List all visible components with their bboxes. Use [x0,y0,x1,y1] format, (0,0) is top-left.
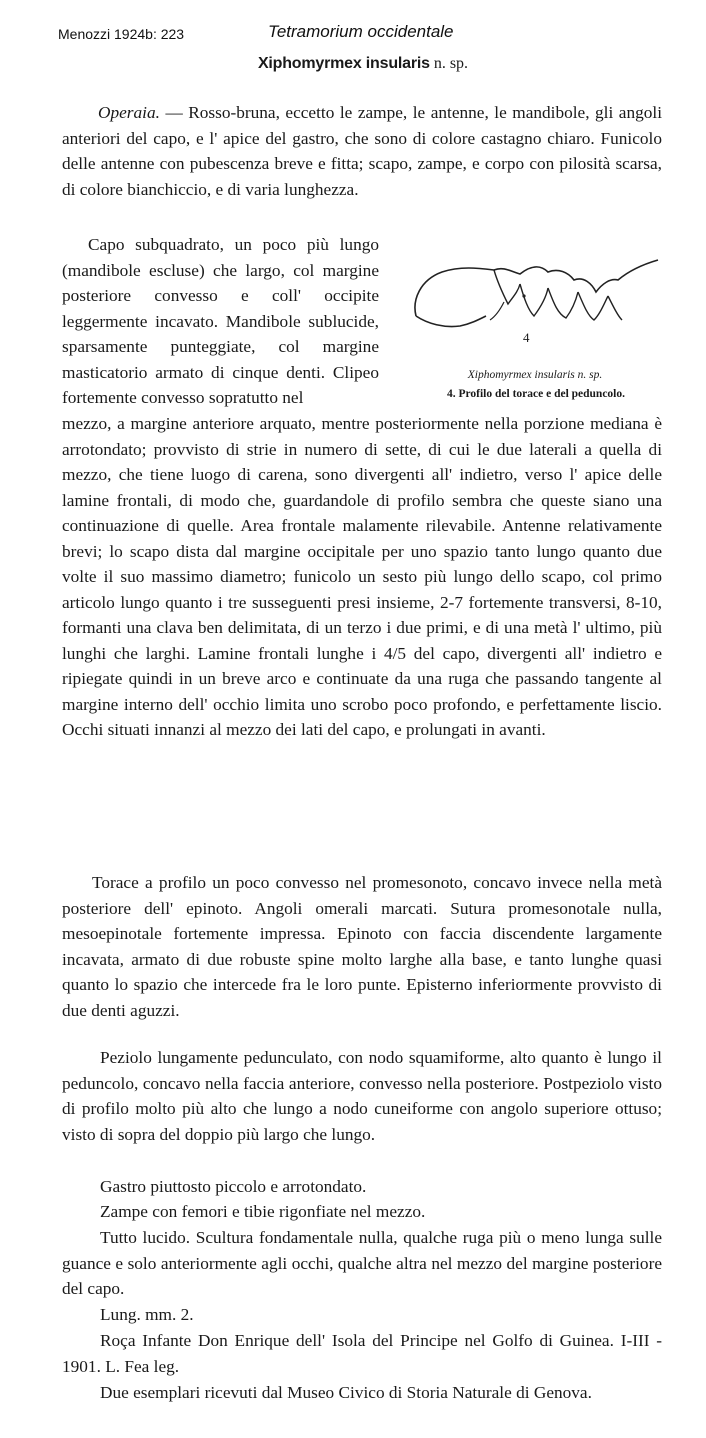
species-title [0,55,706,73]
paragraph-specimens: Due esemplari ricevuti dal Museo Civico di Storia Naturale di Genova. [100,1383,592,1402]
citation-reference: Menozzi 1924b: 223 [58,26,185,42]
paragraph-worker-color [62,100,662,202]
figure-thorax-profile [400,258,670,408]
paragraph-sculpture: Tutto lucido. Scultura fondamentale nulla, qualche ruga più o meno lunga sulle guance e solo anteriormente agli occhi, qualche altra nel mezzo del margine posteriore del capo. [62,1228,662,1298]
figure-caption-name: Xiphomyrmex insularis n. sp. [467,369,603,381]
caste-label: Operaia. [98,103,160,122]
paragraph-head-continued: mezzo, a margine anteriore arquato, mentre posteriormente nella porzione mediana è arrotondato; provvisto di strie in numero di sette, di cui le due laterali a quella di mezzo, che tiene luogo di carena, sono divergenti all' indietro, verso l' apice delle lamine frontali, di modo che, guardandole di profilo sembra che queste siano una continuazione di quelle. Area frontale malamente rilevabile. Antenne relativamente brevi; lo scapo dista dal margine occipitale per uno spazio tanto lungo quanto due volte il suo massimo diametro; funicolo un sesto più lungo dello scapo, col primo articolo lungo quanto i tre susseguenti presi insieme, 2-7 fortemente transversi, 8-10, formanti una clava ben delimitata, di un terzo i due primi, e di una metà l' ultimo, più lunghi che larghi. Lamine frontali lunghe i 4/5 del capo, divergenti all' indietro e ripiegate quindi in un breve arco e continuate da una ruga che passando tangente al margine interno dell' occhio limita uno scrobo poco profondo, e perfettamente liscio. Occhi situati innanzi al mezzo dei lati del capo, e prolungati in avanti. [62,414,662,739]
paragraph-thorax: Torace a profilo un poco convesso nel promesonoto, concavo invece nella metà posteriore dell' epinoto. Angoli omerali marcati. Sutura promesonotale nulla, mesoepinotale fortemente impressa. Epinoto con faccia discendente largamente incavata, armato di due robuste spine molto larghe alla base, e tanto lunghe quasi quanto lo spazio che intercede fra le loro punte. Episterno inferiormente provvisto di due denti aguzzi. [62,873,662,1020]
paragraph-gaster: Gastro piuttosto piccolo e arrotondato. [100,1177,367,1196]
paragraph-length: Lung. mm. 2. [100,1305,194,1324]
taxon-heading: Tetramorium occidentale [268,22,454,41]
species-name: Xiphomyrmex insularis [257,55,430,72]
thorax-pedicel-drawing [408,258,664,348]
species-status: n. sp. [433,55,469,72]
paragraph-worker-color-text: — Rosso-bruna, eccetto le zampe, le antenne, le mandibole, gli angoli anteriori del capo, e l' apice del gastro, che sono di colore castagno chiaro. Funicolo delle antenne con pubescenza breve e fitta; scapo, zampe, e corpo con pilosità scarsa, di colore bianchiccio, e di varia lunghezza. [62,103,662,199]
paragraph-petiole: Peziolo lungamente pedunculato, con nodo squamiforme, alto quanto è lungo il peduncolo, concavo nella faccia anteriore, convesso nella posteriore. Postpeziolo visto di profilo molto più alto che lungo a nodo cuneiforme con angolo superiore ottuso; visto di sopra del doppio più largo che lungo. [62,1048,662,1144]
paragraph-legs: Zampe con femori e tibie rigonfiate nel mezzo. [100,1202,426,1221]
paragraph-head-start: Capo subquadrato, un poco più lungo (mandibole escluse) che largo, col margine posteriore convesso e coll' occipite leggermente incavato. Mandibole sublucide, sparsamente punteggiate, col margine masticatorio armato di cinque denti. Clipeo fortemente convesso sopratutto nel [62,235,379,407]
figure-caption-description: 4. Profilo del torace e del peduncolo. [446,388,625,400]
paragraph-locality: Roça Infante Don Enrique dell' Isola del Principe nel Golfo di Guinea. I-III - 1901. L. Fea leg. [62,1331,662,1376]
figure-number: 4 [523,330,530,345]
